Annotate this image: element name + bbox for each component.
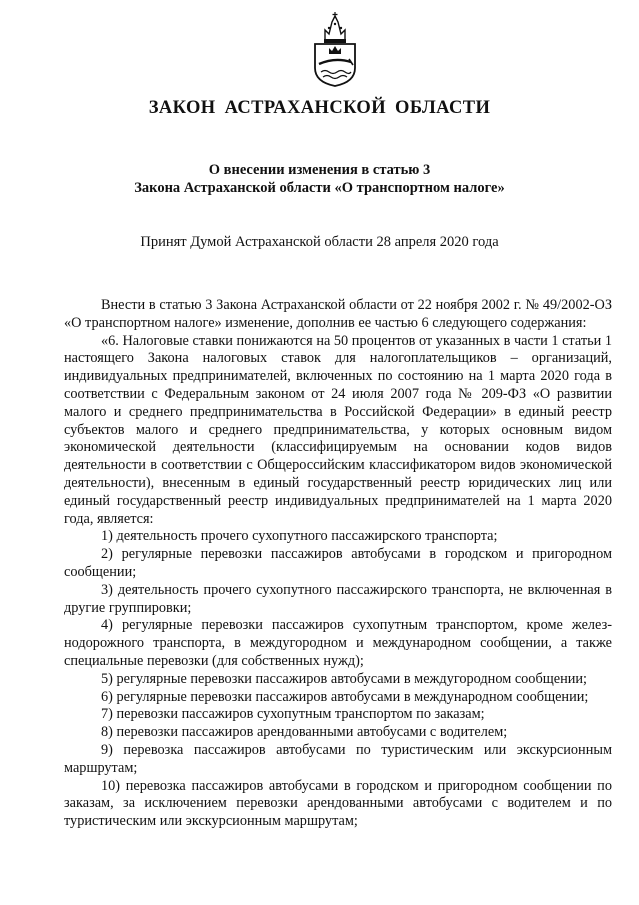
subject-line-2: Закона Астраханской области «О транспортном налоге» (134, 180, 505, 196)
document-title: ЗАКОН АСТРАХАНСКОЙ ОБЛАСТИ (148, 98, 491, 118)
list-item: 4) регулярные перевозки пассажиров сухопутным транспортом, кроме железнодорожного транспорта, в междугородном и международном сообщении, а также специальные перевозки (для собственных нужд); (64, 617, 612, 669)
coat-of-arms-icon (309, 10, 361, 88)
list-item: 3) деятельность прочего сухопутного пассажирского транспорта, не включенная в другие группировки; (64, 581, 612, 616)
adoption-note: Принят Думой Астраханской области 28 апреля 2020 года (140, 234, 499, 250)
list-item: 10) перевозка пассажиров автобусами в городском и пригородном сообщении по заказам, за исключением перевозки арендованными автобусами с водителем и по туристическим или экскурсионным маршрутам; (64, 777, 612, 830)
law-subject (0, 161, 639, 197)
list-item: 8) перевозки пассажиров арендованными автобусами с водителем; (101, 724, 508, 741)
list-item: 6) регулярные перевозки пассажиров автобусами в международном сообщении; (101, 688, 589, 705)
list-item: 9) перевозка пассажиров автобусами по туристическим или экскурсионным маршрутам; (64, 741, 612, 776)
list-item: 2) регулярные перевозки пассажиров автобусами в городском и пригородном сообщении; (64, 546, 612, 580)
list-item: 1) деятельность прочего сухопутного пассажирского транспорта; (101, 528, 498, 545)
part-6-paragraph: «6. Налоговые ставки понижаются на 50 процентов от указанных в части 1 статьи 1 настоящего Закона налоговых ставок для налогоплательщиков – организаций, индивидуальных предпринимателей, включенных по состоянию на 1 марта 2020 года в соответствии с Федеральным законом от 24 июля 2007 года № 209-ФЗ «О развитии малого и среднего предпринимательства в Российской Федерации» в единый реестр субъектов малого и среднего предпринимательства, у которых основным видом экономической деятельности (классифицируемым на основании кодов видов деятельности в соответствии с Общероссийским классификатором видов экономической деятельности), внесенным в единый государственный реестр юридических лиц или единый государственный реестр индивидуальных предпринимателей на 1 марта 2020 года, является: (64, 332, 612, 527)
intro-paragraph: Внести в статью 3 Закона Астраханской области от 22 ноября 2002 г. № 49/2002-ОЗ «О транспортном налоге» изменение, дополнив ее частью 6 следующего содержания: (64, 297, 612, 331)
law-body (64, 297, 612, 831)
subject-line-1: О внесении изменения в статью 3 (208, 162, 431, 178)
list-item: 5) регулярные перевозки пассажиров автобусами в междугородном сообщении; (101, 670, 588, 687)
list-item: 7) перевозки пассажиров сухопутным транспортом по заказам; (101, 706, 485, 723)
